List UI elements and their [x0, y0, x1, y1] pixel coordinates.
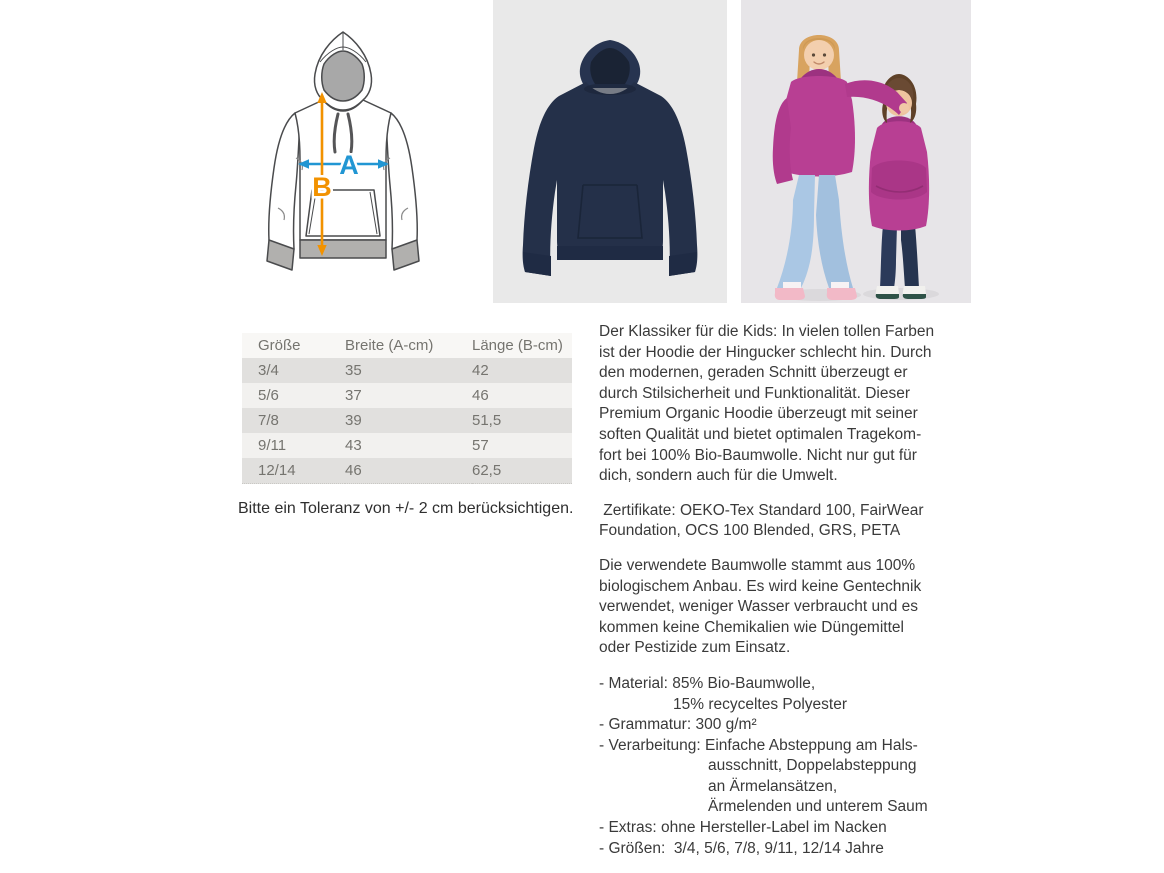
- detail-line: 15% recyceltes Polyester: [673, 695, 848, 713]
- size-table-cell: 12/14: [258, 462, 296, 479]
- size-table-header: Länge (B-cm): [472, 333, 572, 358]
- product-description: [599, 322, 959, 859]
- size-table-cell: 46: [472, 387, 489, 404]
- size-diagram-image: [238, 0, 462, 300]
- size-table-cell: 39: [345, 412, 362, 429]
- detail-line: an Ärmelansätzen,: [708, 777, 838, 795]
- detail-line: - Material: 85% Bio-Baumwolle,: [599, 674, 816, 692]
- hem-band: [300, 240, 386, 258]
- detail-line: - Extras: ohne Hersteller-Label im Nacken: [599, 819, 887, 837]
- size-table-body: [242, 358, 572, 484]
- size-table-cell: 9/11: [258, 437, 287, 454]
- size-table-row: [242, 408, 572, 433]
- detail-line: ausschnitt, Doppelabsteppung: [708, 757, 917, 775]
- size-table-cell: 7/8: [258, 412, 279, 429]
- size-table-row: [242, 458, 572, 484]
- size-table-header-row: [242, 333, 572, 358]
- models-photo-kids: [741, 0, 971, 303]
- description-paragraph-certificates: Zertifikate: OEKO-Tex Standard 100, FairWear Foundation, OCS 100 Blended, GRS, PETA: [599, 501, 924, 540]
- description-paragraph-intro: Der Klassiker für die Kids: In vielen tollen Farben ist der Hoodie der Hingucker schlecht hin. Durch den modernen, geraden Schnitt überzeugt er durch Stilsicherheit und Funktionalität. Dieser Premium Organic Hoodie überzeugt mit seiner soften Qualität und bietet optimalen Tragekom- fort bei 100% Bio-Baumwolle. Nicht nur gut für dich, sondern auch für die Umwelt.: [599, 323, 935, 485]
- detail-line: - Größen: 3/4, 5/6, 7/8, 9/11, 12/14 Jahre: [599, 839, 884, 857]
- size-table-cell: 3/4: [258, 362, 279, 379]
- size-table-cell: 46: [345, 462, 362, 479]
- size-table-cell: 37: [345, 387, 362, 404]
- detail-line: - Grammatur: 300 g/m²: [599, 716, 757, 734]
- size-table-header: Größe: [242, 333, 345, 358]
- length-label: B: [312, 172, 332, 202]
- detail-line: Ärmelenden und unterem Saum: [708, 798, 928, 816]
- details-list: [599, 674, 959, 859]
- size-table-cell: 57: [472, 437, 489, 454]
- size-table: [242, 333, 572, 484]
- detail-line: - Verarbeitung: Einfache Absteppung am Hals-: [599, 736, 918, 754]
- size-table-row: [242, 358, 572, 383]
- size-table-cell: 43: [345, 437, 362, 454]
- size-table-row: [242, 383, 572, 408]
- size-table-cell: 51,5: [472, 412, 502, 429]
- size-table-cell: 35: [345, 362, 362, 379]
- product-photo-navy-hoodie: [493, 0, 727, 303]
- size-table-row: [242, 433, 572, 458]
- size-table-cell: 5/6: [258, 387, 279, 404]
- tolerance-note: Bitte ein Toleranz von +/- 2 cm berücksichtigen.: [238, 500, 574, 517]
- size-table-cell: 42: [472, 362, 489, 379]
- size-table-cell: 62,5: [472, 462, 502, 479]
- description-paragraph-cotton: Die verwendete Baumwolle stammt aus 100% biologischem Anbau. Es wird keine Gentechnik verwendet, weniger Wasser verbraucht und es kommen keine Chemikalien wie Düngemittel oder Pestizide zum Einsatz.: [599, 556, 922, 657]
- width-label: A: [339, 150, 359, 180]
- size-table-header: Breite (A-cm): [345, 333, 472, 358]
